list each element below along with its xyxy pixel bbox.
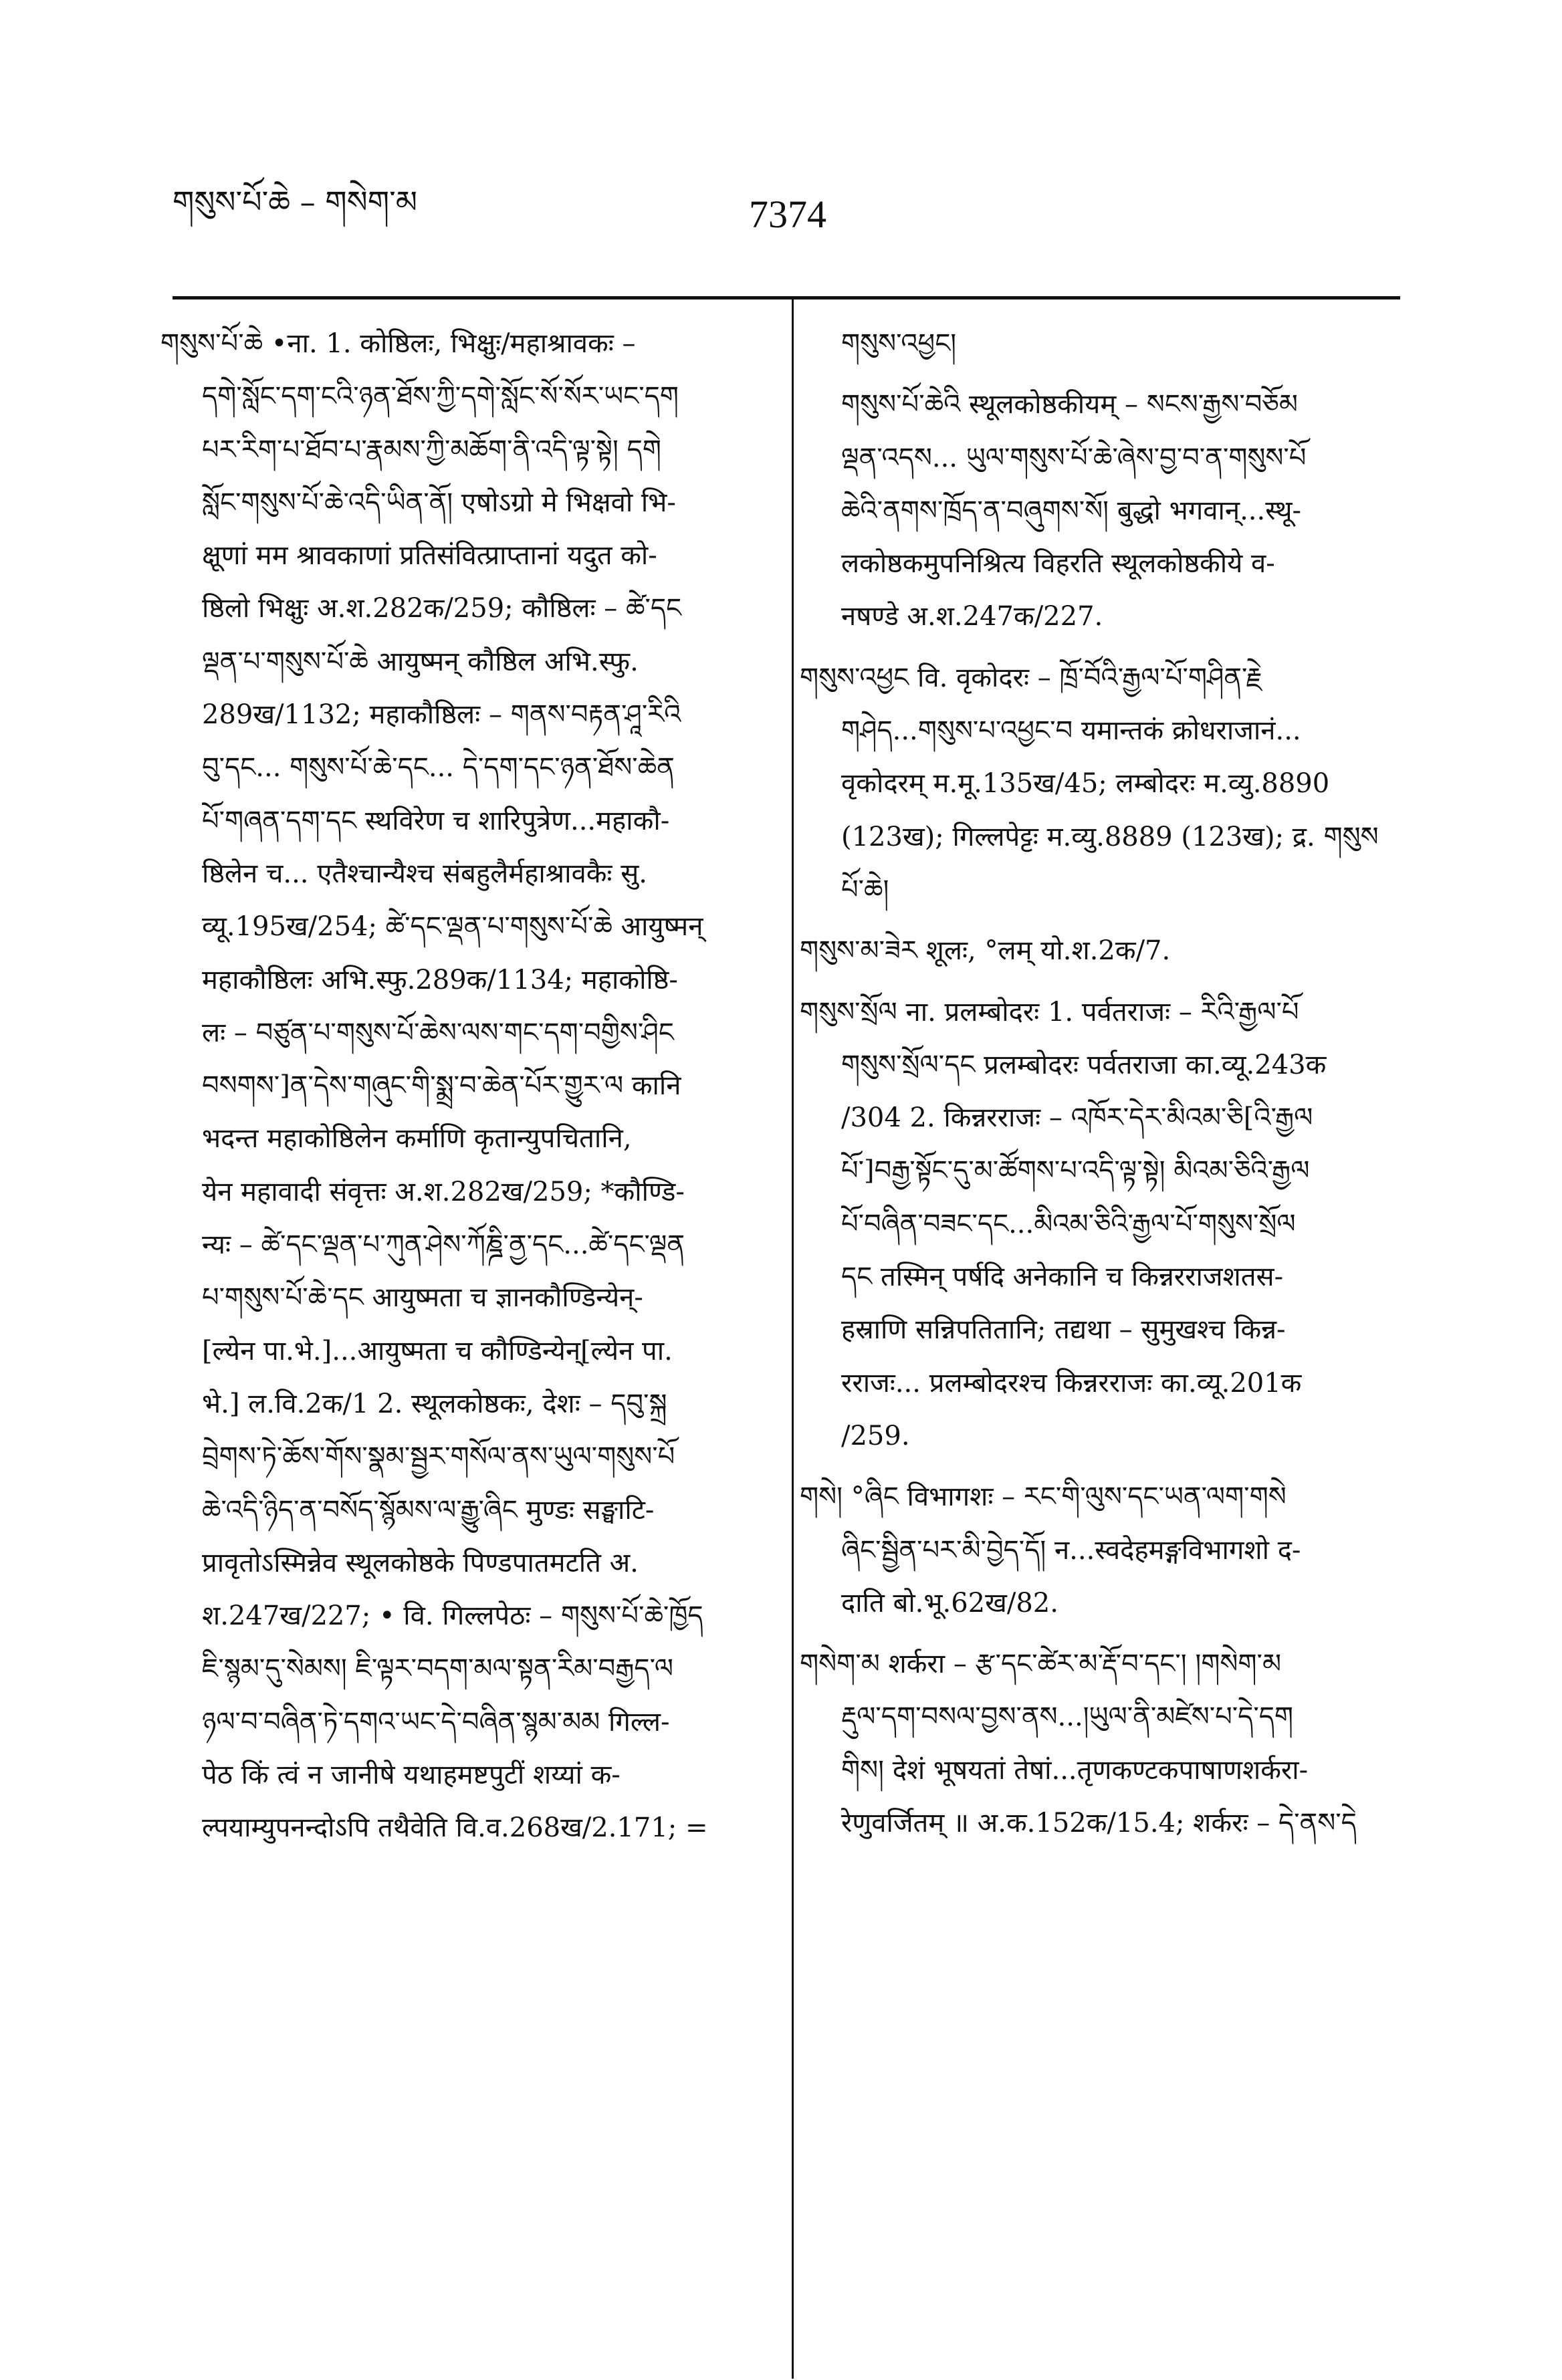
entry-line: 289ख/1132; महाकौष्ठिलः – གནས་བརྟན་ཤཱ་རིའི <box>202 699 681 731</box>
entry-line: न्यः – ཚེ་དང་ལྡན་པ་ཀུན་ཤེས་ཀོཎྜི་ནྱ་དང...ཚེ་དང་ལྡན <box>202 1229 685 1261</box>
entry-line: वृकोदरम् म.मू.135ख/45; लम्बोदरः म.व्यु.8890 <box>841 768 1330 800</box>
entry-line: ཆེ་འདི་ཉིད་ན་བསོད་སྙོམས་ལ་རྒྱུ་ཞིང मुण्डः सङ्घाटि- <box>202 1494 655 1526</box>
entry-line: སློང་གསུས་པོ་ཆེ་འདི་ཡིན་ནོ། एषोऽग्रो मे भिक्षवो भि- <box>202 487 676 518</box>
dictionary-entry <box>800 652 1400 917</box>
entry-line: པོ་བཞིན་བཟང་དང...མིའམ་ཅིའི་རྒྱལ་པོ་གསུས་སྲོལ <box>841 1208 1296 1239</box>
entry-line: ཇི་སྙམ་དུ་སེམས། ཇི་ལྟར་བདག་མལ་སྟན་རིམ་བརྒྱད་ལ <box>202 1653 674 1685</box>
entry-line: ལྡན་འདས... ཡུལ་གསུས་པོ་ཆེ་ཞེས་བྱ་བ་ན་གསུས་པོ <box>841 442 1307 473</box>
entry-line: གསུས་འཕྱང། <box>841 328 957 359</box>
entry-line: པར་རིག་པ་ཐོབ་པ་རྣམས་ཀྱི་མཆོག་ནི་འདི་ལྟ་སྟེ། དགེ <box>202 434 661 465</box>
entry-line: [ल्येन पा.भे.]...आयुष्मता च कौण्डिन्येन्[ल्येन पा. <box>202 1335 673 1366</box>
entry-line: भे.] ल.वि.2क/1 2. स्थूलकोष्ठकः, देशः – དབུ་སྐྲ <box>202 1388 667 1419</box>
entry-line: ཞིང་སྦྱིན་པར་མི་བྱེད་དོ། न...स्वदेहमङ्गविभागशो द- <box>841 1534 1301 1566</box>
left-column <box>160 318 768 2380</box>
entry-line: ष्ठिलो भिक्षुः अ.श.282क/259; कौष्ठिलः – ཚེ་དང <box>202 593 682 624</box>
dictionary-entry <box>800 925 1400 977</box>
entry-line: གཤེད...གསུས་པ་འཕྱང་བ यमान्तकं क्रोधराजानं... <box>841 715 1301 747</box>
dictionary-entry <box>800 318 1400 370</box>
entry-line: པོ་གཞན་དག་དང स्थविरेण च शारिपुत्रेण...महाकौ- <box>202 805 670 836</box>
entry-line: रेणुवर्जितम् ॥ अ.क.152क/15.4; शर्करः – དེ་ནས་དེ <box>841 1808 1357 1839</box>
entry-line: ल्पयाम्युपनन्दोऽपि तथैवेति वि.व.268ख/2.171; = <box>202 1812 708 1844</box>
right-column <box>800 318 1400 2380</box>
entry-headline: གསེག་མ शर्करा – རྩ་དང་ཚེར་མ་རྡོ་བ་དང་། །གསེག་མ <box>800 1649 1282 1680</box>
page-number: 7374 <box>749 193 826 236</box>
entry-line: བྲེགས་ཏེ་ཆོས་གོས་སྣམ་སྦྱར་གསོལ་ནས་ཡུལ་གསུས་པོ <box>202 1441 675 1473</box>
entry-line: /259. <box>841 1420 910 1451</box>
entry-line: དང तस्मिन् पर्षदि अनेकानि च किन्नरराजशतस- <box>841 1262 1284 1293</box>
entry-line: लः – བཙུན་པ་གསུས་པོ་ཆེས་ལས་གང་དག་བགྱིས་ཤིང <box>202 1017 674 1048</box>
entry-line: पेठ किं त्वं न जानीषे यथाहमष्टपुटीं शय्यां क- <box>202 1760 621 1791</box>
entry-line: येन महावादी संवृत्तः अ.श.282ख/259; *कौण्डि- <box>202 1176 685 1207</box>
header-rule <box>173 296 1400 300</box>
entry-line: व्यू.195ख/254; ཚེ་དང་ལྡན་པ་གསུས་པོ་ཆེ आयुष्मन् <box>202 911 703 943</box>
entry-line: भदन्त महाकोष्ठिलेन कर्माणि कृतान्युपचितानि, <box>202 1123 632 1155</box>
dictionary-entry <box>800 378 1400 643</box>
entry-line: གིས། देशं भूषयतां तेषां...तृणकण्टकपाषाणशर्करा- <box>841 1754 1309 1786</box>
running-header: གསུས་པོ་ཆེ – གསེག་མ <box>173 184 418 220</box>
entry-headline: གསུས་སྲོལ ना. प्रलम्बोदरः 1. पर्वतराजः – རིའི་རྒྱལ་པོ <box>800 996 1299 1028</box>
entry-line: གསུས་པོ་ཆེའི स्थूलकोष्ठकीयम् – སངས་རྒྱས་བཅོམ <box>841 389 1298 421</box>
entry-line: श.247ख/227; • वि. गिल्लपेठः – གསུས་པོ་ཆེ་ཁྱོད <box>202 1600 703 1632</box>
entry-line: महाकौष्ठिलः अभि.स्फु.289क/1134; महाकोष्ठि- <box>202 964 678 995</box>
dictionary-entry <box>800 1638 1400 1850</box>
entry-headline: གསུས་འཕྱང वि. वृकोदरः – ཁྲོ་བོའི་རྒྱལ་པོ་གཤིན་རྗེ <box>800 662 1262 693</box>
entry-line: नषण्डे अ.श.247क/227. <box>841 601 1103 632</box>
entry-line: པ་གསུས་པོ་ཆེ་དང आयुष्मता च ज्ञानकौण्डिन्येन्- <box>202 1282 643 1314</box>
entry-headline: གསེ། °ཞིང विभागशः – རང་གི་ལུས་དང་ཡན་ལག་གསེ <box>800 1481 1287 1513</box>
entry-line: པོ་]བརྒྱ་སྟོང་དུ་མ་ཚོགས་པ་འདི་ལྟ་སྟེ། མིའམ་ཅིའི་རྒྱལ <box>841 1155 1310 1187</box>
dictionary-entry <box>800 986 1400 1463</box>
entry-line: པོ་ཆེ། <box>841 874 889 905</box>
entry-line: བསགས་]ན་དེས་གཞུང་གི་སྨྲ་བ་ཆེན་པོར་གྱུར་ལ कानि <box>202 1070 681 1102</box>
entry-line: ཆེའི་ནགས་ཁྲོད་ན་བཞུགས་སོ། बुद्धो भगवान्...स्थू- <box>841 495 1302 526</box>
dictionary-entry <box>800 1471 1400 1630</box>
entry-line: लकोष्ठकमुपनिश्रित्य विहरति स्थूलकोष्ठकीये व- <box>841 548 1275 580</box>
entry-line: རྡུལ་དག་བསལ་བྱས་ནས...།ཡུལ་ནི་མཛེས་པ་དེ་དག <box>841 1701 1294 1733</box>
entry-line: रराजः... प्रलम्बोदरश्च किन्नरराजः का.व्यू.201क <box>841 1367 1302 1399</box>
entry-line: ཉལ་བ་བཞིན་ཏེ་དགའ་ཡང་དེ་བཞིན་སྙམ་མམ गिल्ल- <box>202 1706 670 1738</box>
entry-line: ष्ठिलेन च... एतैश्चान्यैश्च संबहुलैर्महाश्रावकैः सु. <box>202 858 647 889</box>
entry-line: དགེ་སློང་དག་ངའི་ཉན་ཐོས་ཀྱི་དགེ་སློང་སོ་སོར་ཡང་དག <box>202 381 679 412</box>
entry-line: /304 2. किन्नरराजः – འཁོར་དེར་མིའམ་ཅི[འི་རྒྱལ <box>841 1102 1313 1134</box>
entry-line: བུ་དང... གསུས་པོ་ཆེ་དང... དེ་དག་དང་ཉན་ཐོས་ཆེན <box>202 752 675 784</box>
entry-headline: གསུས་མ་ཟེར शूलः, °लम् यो.श.2क/7. <box>800 935 1171 967</box>
dictionary-entry <box>160 318 768 1855</box>
entry-line: क्षूणां मम श्रावकाणां प्रतिसंवित्प्राप्तानां यदुत को- <box>202 540 657 572</box>
entry-headline: གསུས་པོ་ཆེ •ना. 1. कोष्ठिलः, भिक्षुः/महाश्रावकः – <box>160 328 636 359</box>
entry-line: दाति बो.भू.62ख/82. <box>841 1587 1058 1619</box>
entry-line: གསུས་སྲོལ་དང प्रलम्बोदरः पर्वतराजा का.व्यू.243क <box>841 1049 1327 1080</box>
entry-line: प्रावृतोऽस्मिन्नेव स्थूलकोष्ठके पिण्डपातमटति अ. <box>202 1547 639 1578</box>
column-divider <box>792 300 794 2379</box>
entry-line: ལྡན་པ་གསུས་པོ་ཆེ आयुष्मन् कौष्ठिल अभि.स्फु. <box>202 646 639 677</box>
entry-line: (123ख); गिल्लपेट्टः म.व्यु.8889 (123ख); द्र. གསུས <box>841 821 1379 852</box>
entry-line: हस्राणि सन्निपतितानि; तद्यथा – सुमुखश्च किन्न- <box>841 1314 1286 1346</box>
